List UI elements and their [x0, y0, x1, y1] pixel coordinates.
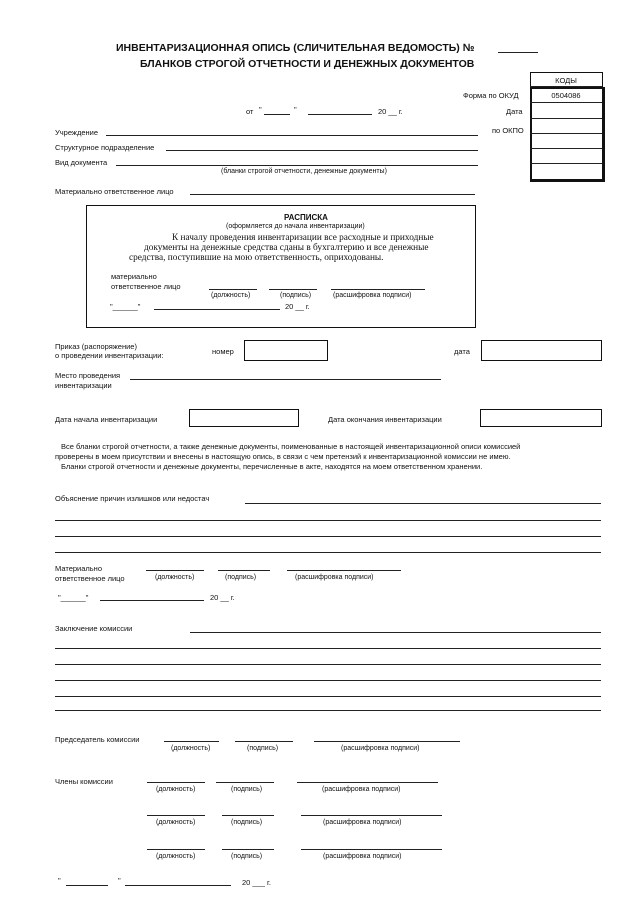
start-date-label: Дата начала инвентаризации: [55, 415, 158, 424]
doc-type-hint: (бланки строгой отчетности, денежные документы): [221, 168, 387, 175]
receipt-text-1: К началу проведения инвентаризации все расходные и приходные: [172, 233, 434, 243]
member-signature-caption: (подпись): [231, 819, 263, 826]
chair-label: Председатель комиссии: [55, 735, 140, 744]
resp-decoding-caption: (расшифровка подписи): [295, 574, 374, 581]
form-title-line2: БЛАНКОВ СТРОГОЙ ОТЧЕТНОСТИ И ДЕНЕЖНЫХ ДОКУМЕНТОВ: [140, 58, 475, 70]
order-date-label: дата: [454, 347, 470, 356]
final-date-year: 20 ___ г.: [242, 878, 271, 887]
date-month-line[interactable]: [308, 114, 372, 115]
doc-type-field[interactable]: [116, 165, 478, 166]
resp-sign-label-2: ответственное лицо: [55, 574, 125, 583]
responsible-field[interactable]: [190, 194, 475, 195]
chair-decoding-caption: (расшифровка подписи): [341, 745, 420, 752]
final-date-day-line[interactable]: [66, 885, 108, 886]
member-signature-line[interactable]: [222, 849, 274, 850]
chair-decoding-line[interactable]: [314, 741, 460, 742]
date-year: 20 __ г.: [378, 107, 403, 116]
member-decoding-line[interactable]: [301, 815, 442, 816]
member-position-caption: (должность): [156, 786, 196, 793]
conclusion-label: Заключение комиссии: [55, 624, 133, 633]
resp-date-year: 20 __ г.: [210, 593, 235, 602]
receipt-title: РАСПИСКА: [284, 213, 328, 222]
resp-sign-label-1: Материально: [55, 564, 102, 573]
order-date-input[interactable]: [481, 340, 602, 361]
final-date-quote-close: ": [118, 876, 121, 885]
chair-signature-caption: (подпись): [247, 745, 279, 752]
codes-header: КОДЫ: [555, 76, 577, 85]
codes-divider: [530, 102, 602, 103]
okpo-label: по ОКПО: [492, 126, 524, 135]
resp-date-day[interactable]: "______": [58, 593, 89, 602]
receipt-text-2: документы на денежные средства сданы в бухгалтерию и все денежные: [144, 243, 429, 253]
institution-field[interactable]: [106, 135, 478, 136]
conclusion-line[interactable]: [55, 710, 601, 711]
receipt-signature-line[interactable]: [269, 289, 317, 290]
member-signature-caption: (подпись): [231, 786, 263, 793]
department-label: Структурное подразделение: [55, 143, 155, 152]
department-field[interactable]: [166, 150, 478, 151]
explanation-label: Объяснение причин излишков или недостач: [55, 494, 210, 503]
member-decoding-caption: (расшифровка подписи): [323, 853, 402, 860]
chair-signature-line[interactable]: [235, 741, 293, 742]
member-position-caption: (должность): [156, 819, 196, 826]
member-decoding-line[interactable]: [297, 782, 438, 783]
resp-signature-line[interactable]: [218, 570, 270, 571]
member-decoding-line[interactable]: [301, 849, 442, 850]
conclusion-line[interactable]: [55, 696, 601, 697]
form-title-line1: ИНВЕНТАРИЗАЦИОННАЯ ОПИСЬ (СЛИЧИТЕЛЬНАЯ ВЕДОМОСТЬ) №: [116, 42, 475, 54]
receipt-position-caption: (должность): [211, 292, 251, 299]
start-date-input[interactable]: [189, 409, 299, 427]
resp-position-line[interactable]: [146, 570, 204, 571]
place-label-2: инвентаризации: [55, 381, 112, 390]
codes-divider: [530, 118, 602, 119]
responsible-label: Материально ответственное лицо: [55, 187, 174, 196]
receipt-subtitle: (оформляется до начала инвентаризации): [226, 223, 365, 230]
final-date-month-line[interactable]: [125, 885, 231, 886]
conclusion-line[interactable]: [55, 680, 601, 681]
explanation-line[interactable]: [55, 552, 601, 553]
conclusion-line[interactable]: [55, 648, 601, 649]
receipt-decoding-caption: (расшифровка подписи): [333, 292, 412, 299]
order-label-2: о проведении инвентаризации:: [55, 351, 164, 360]
chair-position-line[interactable]: [164, 741, 219, 742]
doc-type-label: Вид документа: [55, 158, 108, 167]
statement-line-3: Бланки строгой отчетности и денежные документы, перечисленные в акте, находятся на моем ответственном хранении.: [61, 462, 483, 471]
chair-position-caption: (должность): [171, 745, 211, 752]
date-quote-open: ": [259, 105, 262, 114]
members-label: Члены комиссии: [55, 777, 113, 786]
date-quote-close: ": [294, 105, 297, 114]
receipt-date-year: 20 __ г.: [285, 302, 310, 311]
member-signature-line[interactable]: [216, 782, 274, 783]
resp-decoding-line[interactable]: [287, 570, 401, 571]
codes-divider: [530, 148, 602, 149]
final-date-quote-open: ": [58, 876, 61, 885]
date-from-label: от: [246, 107, 254, 116]
form-number-line[interactable]: [498, 52, 538, 53]
receipt-resp-label-2: ответственное лицо: [111, 282, 181, 291]
member-decoding-caption: (расшифровка подписи): [323, 819, 402, 826]
explanation-line[interactable]: [55, 536, 601, 537]
member-decoding-caption: (расшифровка подписи): [322, 786, 401, 793]
member-position-line[interactable]: [147, 849, 205, 850]
place-label-1: Место проведения: [55, 371, 121, 380]
place-field[interactable]: [130, 379, 441, 380]
okud-value: 0504086: [551, 91, 581, 100]
member-position-line[interactable]: [147, 815, 205, 816]
conclusion-line[interactable]: [55, 664, 601, 665]
statement-line-2: проверены в моем присутствии и внесены в настоящую опись, в связи с чем претензий к инвентаризационной комиссии не имею.: [55, 452, 511, 461]
explanation-line[interactable]: [55, 520, 601, 521]
okud-label: Форма по ОКУД: [463, 91, 519, 100]
institution-label: Учреждение: [55, 128, 98, 137]
date-day-line[interactable]: [264, 114, 290, 115]
receipt-date-day[interactable]: "______": [110, 302, 141, 311]
member-position-line[interactable]: [147, 782, 205, 783]
receipt-decoding-line[interactable]: [331, 289, 425, 290]
codes-divider: [530, 133, 602, 134]
member-position-caption: (должность): [156, 853, 196, 860]
order-label-1: Приказ (распоряжение): [55, 342, 137, 351]
member-signature-line[interactable]: [222, 815, 274, 816]
order-number-label: номер: [212, 347, 234, 356]
end-date-label: Дата окончания инвентаризации: [328, 415, 442, 424]
resp-signature-caption: (подпись): [225, 574, 257, 581]
end-date-input[interactable]: [480, 409, 602, 427]
resp-position-caption: (должность): [155, 574, 195, 581]
receipt-resp-label-1: материально: [111, 272, 157, 281]
receipt-position-line[interactable]: [209, 289, 257, 290]
member-signature-caption: (подпись): [231, 853, 263, 860]
explanation-line[interactable]: [245, 503, 601, 504]
receipt-text-3: средства, поступившие на мою ответственность, оприходованы.: [129, 253, 384, 263]
statement-line-1: Все бланки строгой отчетности, а также денежные документы, поименованные в настоящей инвентаризационной описи комиссией: [61, 442, 521, 451]
receipt-date-month-line[interactable]: [154, 309, 280, 310]
receipt-signature-caption: (подпись): [280, 292, 312, 299]
order-number-input[interactable]: [244, 340, 328, 361]
codes-divider: [530, 163, 602, 164]
date-code-label: Дата: [506, 107, 523, 116]
conclusion-line[interactable]: [190, 632, 601, 633]
resp-date-month-line[interactable]: [100, 600, 204, 601]
